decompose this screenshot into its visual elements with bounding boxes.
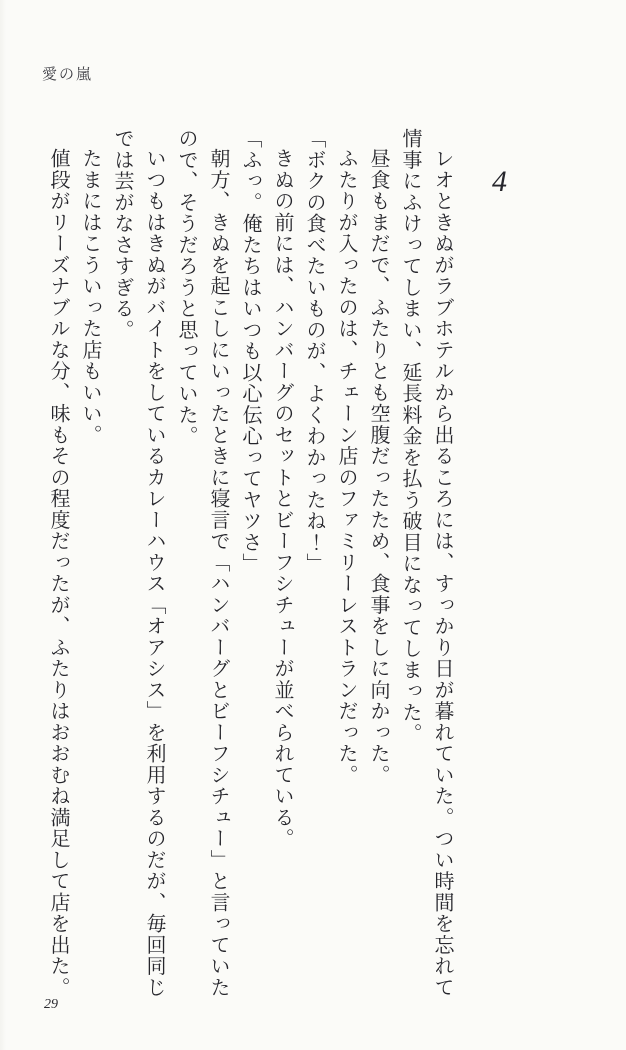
paragraph: ふたりが入ったのは、チェーン店のファミリーレストランだった。 [335, 148, 357, 786]
chapter-number: 4 [492, 165, 507, 198]
paragraph: いつもはきぬがバイトをしているカレーハウス「オアシス」を利用するのだが、毎回同じでは芸がなさすぎる。 [111, 128, 165, 998]
paragraph: 「ふっ。俺たちはいつも以心伝心ってヤツさ」 [239, 128, 261, 575]
paragraph: 「ボクの食べたいものが、よくわかったね！」 [303, 128, 325, 575]
paragraph: 朝方、きぬを起こしにいったときに寝言で「ハンバーグとビーフシチュー」と言っていたので、そうだろうと思っていた。 [175, 128, 229, 998]
paragraph: たまにはこういった店もいい。 [79, 148, 101, 446]
page-number: 29 [44, 997, 58, 1012]
text-block [42, 128, 458, 1000]
running-title: 愛の嵐 [42, 67, 94, 83]
paragraph: レオときぬがラブホテルから出るころには、すっかり日が暮れていた。つい時間を忘れて情事にふけってしまい、延長料金を払う破目になってしまった。 [399, 128, 453, 998]
paragraph: 昼食もまだで、ふたりとも空腹だったため、食事をしに向かった。 [367, 148, 389, 786]
paragraph: きぬの前には、ハンバーグのセットとビーフシチューが並べられている。 [271, 148, 293, 850]
paragraph: 値段がリーズナブルな分、味もその程度だったが、ふたりはおおむね満足して店を出た。 [47, 148, 69, 998]
